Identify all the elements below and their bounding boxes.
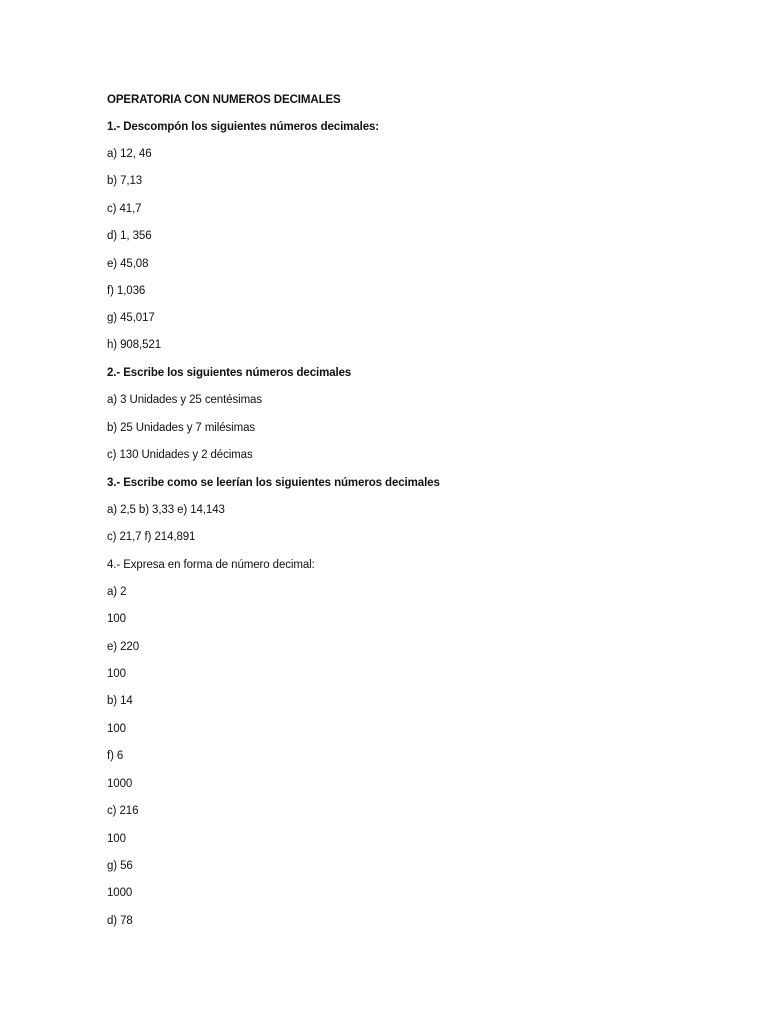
q4-item-e-denominator: 100 [107,668,126,680]
q2-item-c: c) 130 Unidades y 2 décimas [107,449,253,461]
q2-item-a: a) 3 Unidades y 25 centésimas [107,394,262,406]
q4-item-d-numerator: d) 78 [107,915,133,927]
q1-item-b: b) 7,13 [107,175,143,187]
q4-item-e-numerator: e) 220 [107,641,140,653]
q4-item-f-denominator: 1000 [107,778,133,790]
q4-item-a-denominator: 100 [107,613,126,625]
question-2-heading: 2.- Escribe los siguientes números decimales [107,367,352,379]
q4-item-c-denominator: 100 [107,833,126,845]
q2-item-b: b) 25 Unidades y 7 milésimas [107,422,256,434]
q4-item-g-denominator: 1000 [107,887,133,899]
q1-item-f: f) 1,036 [107,285,146,297]
q1-item-e: e) 45,08 [107,258,149,270]
q1-item-a: a) 12, 46 [107,148,152,160]
question-1-heading: 1.- Descompón los siguientes números decimales: [107,121,380,133]
question-3-heading: 3.- Escribe como se leerían los siguientes números decimales [107,477,440,489]
q1-item-d: d) 1, 356 [107,230,152,242]
q1-item-g: g) 45,017 [107,312,155,324]
q4-item-c-numerator: c) 216 [107,805,139,817]
q4-item-a-numerator: a) 2 [107,586,127,598]
question-4-heading: 4.- Expresa en forma de número decimal: [107,559,315,571]
q4-item-f-numerator: f) 6 [107,750,124,762]
q1-item-h: h) 908,521 [107,339,161,351]
q4-item-b-denominator: 100 [107,723,126,735]
q4-item-b-numerator: b) 14 [107,695,133,707]
q3-item-2: c) 21,7 f) 214,891 [107,531,196,543]
q3-item-1: a) 2,5 b) 3,33 e) 14,143 [107,504,225,516]
q4-item-g-numerator: g) 56 [107,860,133,872]
document-title: OPERATORIA CON NUMEROS DECIMALES [107,94,341,106]
q1-item-c: c) 41,7 [107,203,142,215]
